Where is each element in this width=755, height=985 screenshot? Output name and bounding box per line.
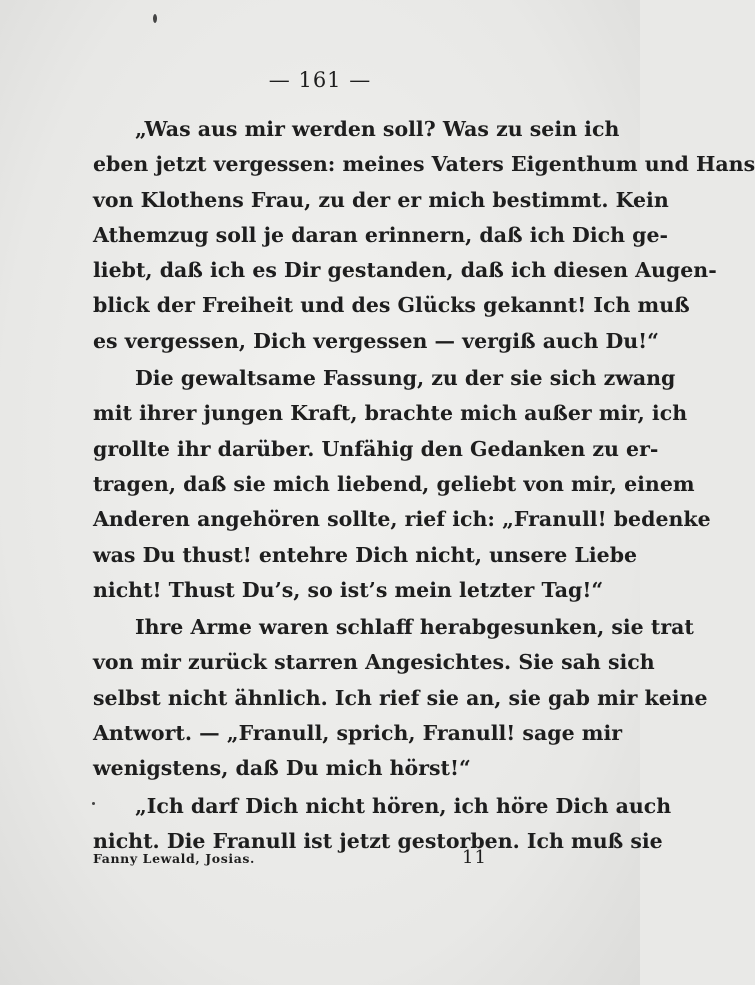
text-line: wenigstens, daß Du mich hörst!“	[93, 756, 471, 781]
text-line: selbst nicht ähnlich. Ich rief sie an, sie gab mir keine	[93, 685, 708, 710]
text-line: „Was aus mir werden soll? Was zu sein ich	[135, 117, 620, 141]
paragraph	[93, 112, 755, 359]
footer-signature: Fanny Lewald, Josias.	[93, 851, 256, 866]
text-line: von mir zurück starren Angesichtes. Sie sah sich	[93, 650, 655, 675]
text-line: liebt, daß ich es Dir gestanden, daß ich diesen Augen-	[93, 258, 717, 283]
text-line: tragen, daß sie mich liebend, geliebt von mir, einem	[93, 471, 695, 496]
text-line: nicht. Die Franull ist jetzt gestorben. Ich muß sie	[93, 828, 663, 853]
text-line: Antwort. — „Franull, sprich, Franull! sage mir	[93, 721, 623, 746]
paragraph	[93, 361, 711, 608]
text-line: was Du thust! entehre Dich nicht, unsere Liebe	[93, 542, 638, 567]
text-line: „Ich darf Dich nicht hören, ich höre Dich auch	[135, 793, 672, 818]
paragraph	[93, 789, 672, 860]
text-line: von Klothens Frau, zu der er mich bestimmt. Kein	[93, 187, 669, 212]
text-line: grollte ihr darüber. Unfähig den Gedanken zu er-	[93, 436, 659, 461]
text-line: blick der Freiheit und des Glücks gekannt! Ich muß	[93, 293, 690, 318]
page-number: — 161 —	[268, 68, 372, 92]
text-line: Ihre Arme waren schlaff herabgesunken, sie trat	[135, 615, 694, 640]
text-line: Die gewaltsame Fassung, zu der sie sich zwang	[135, 366, 676, 391]
ink-speck	[153, 14, 157, 23]
text-line: mit ihrer jungen Kraft, brachte mich außer mir, ich	[93, 401, 688, 426]
footer-sheet-number: 11	[462, 847, 487, 868]
text-line: Anderen angehören sollte, rief ich: „Franull! bedenke	[93, 507, 711, 532]
text-line: nicht! Thust Du’s, so ist’s mein letzter Tag!“	[93, 577, 604, 602]
paragraph	[93, 610, 708, 786]
text-line: Athemzug soll je daran erinnern, daß ich Dich ge-	[93, 222, 669, 247]
text-line: es vergessen, Dich vergessen — vergiß auch Du!“	[93, 328, 659, 353]
text-line: eben jetzt vergessen: meines Vaters Eigenthum und Hans	[93, 152, 755, 177]
body-text	[93, 112, 755, 859]
